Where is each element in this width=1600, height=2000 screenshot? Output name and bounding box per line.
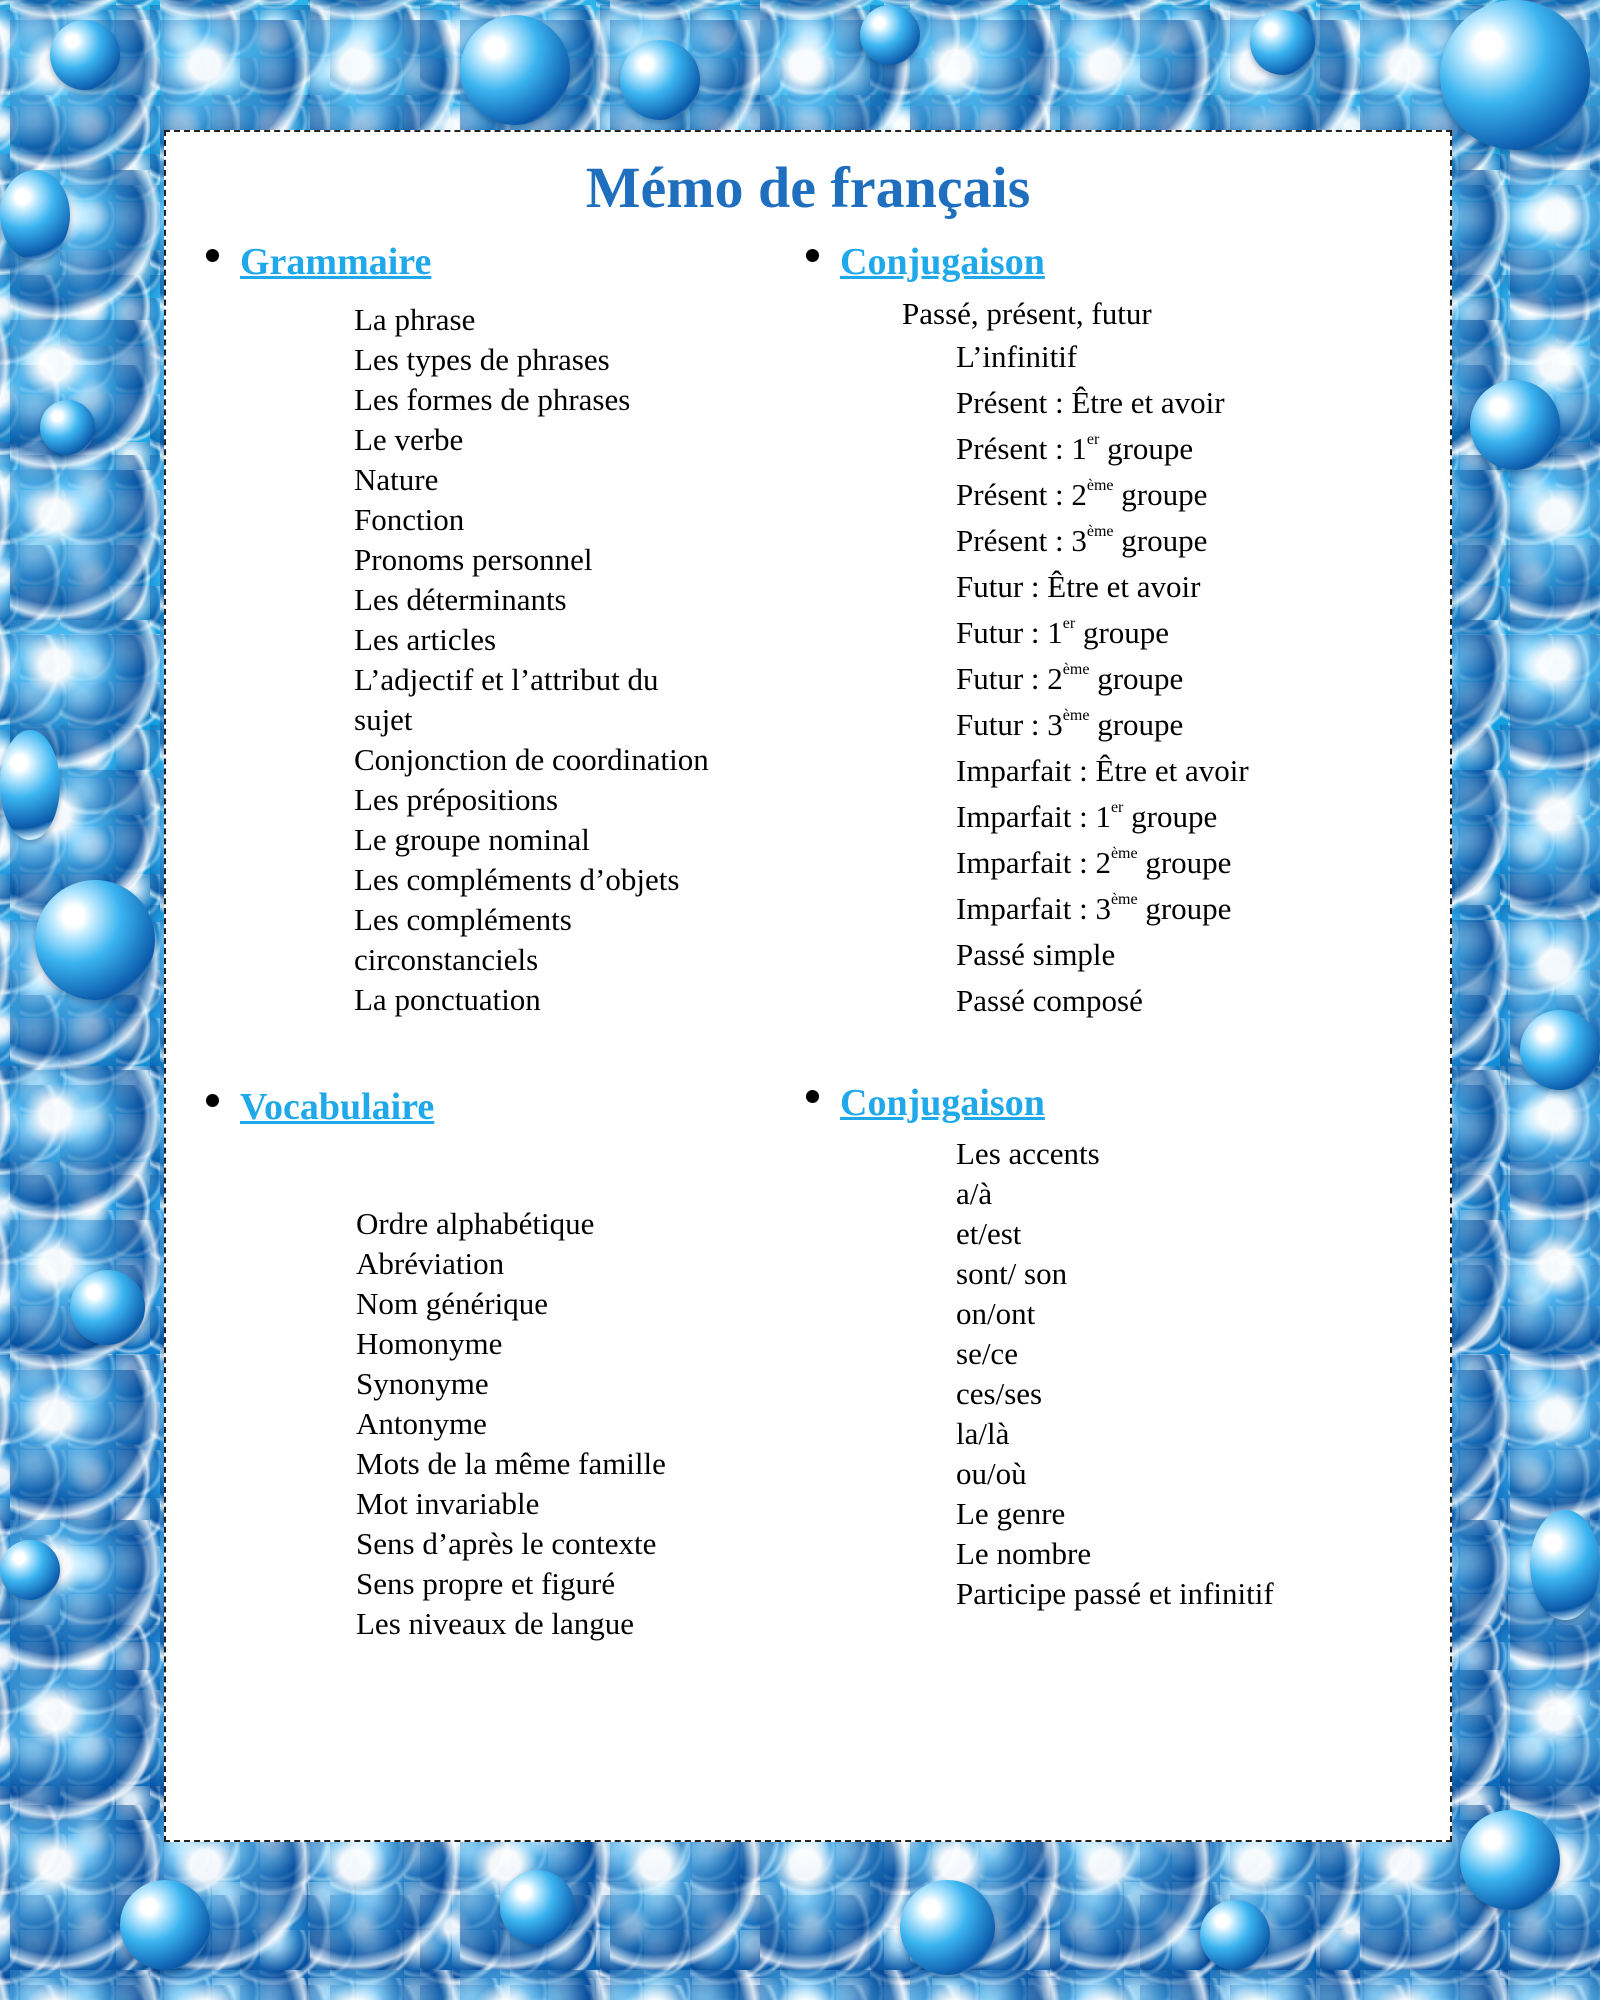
list-item: L’adjectif et l’attribut du sujet xyxy=(354,662,659,737)
list-item: Ordre alphabétique xyxy=(356,1206,595,1241)
list-item xyxy=(956,610,1416,656)
list-item: Imparfait : Être et avoir xyxy=(956,753,1249,788)
section-title-vocabulaire: Vocabulaire xyxy=(240,1086,435,1128)
grammaire-list xyxy=(354,300,774,1020)
bullet-icon xyxy=(206,249,219,262)
water-drop xyxy=(70,1270,145,1345)
list-item: ou/où xyxy=(956,1456,1027,1491)
item-text: groupe xyxy=(1113,477,1208,512)
list-item: Les compléments circonstanciels xyxy=(354,902,572,977)
water-drop xyxy=(50,20,120,90)
section-conjugaison xyxy=(806,237,1045,287)
water-drop xyxy=(35,880,155,1000)
list-item: Les niveaux de langue xyxy=(356,1606,635,1641)
list-item: Le genre xyxy=(956,1496,1066,1531)
water-drop xyxy=(1460,1810,1560,1910)
list-item xyxy=(956,518,1416,564)
list-item: Nom générique xyxy=(356,1286,548,1321)
item-text: groupe xyxy=(1075,615,1170,650)
list-item: la/là xyxy=(956,1416,1010,1451)
list-item: Les prépositions xyxy=(354,782,559,817)
water-drop xyxy=(120,1880,210,1970)
list-item: Présent : Être et avoir xyxy=(956,385,1225,420)
item-text: groupe xyxy=(1137,891,1232,926)
section-vocabulaire xyxy=(206,1082,434,1132)
list-item: Le nombre xyxy=(956,1536,1092,1571)
list-item xyxy=(956,472,1416,518)
item-text: Imparfait : 2 xyxy=(956,845,1111,880)
section-title-orthographe: Conjugaison xyxy=(840,1082,1045,1124)
list-item: Fonction xyxy=(354,502,465,537)
bullet-icon xyxy=(806,1090,819,1103)
list-item: Abréviation xyxy=(356,1246,505,1281)
list-item: Pronoms personnel xyxy=(354,542,593,577)
list-item: on/ont xyxy=(956,1296,1036,1331)
list-item: Nature xyxy=(354,462,439,497)
list-item xyxy=(956,794,1416,840)
ordinal-suffix: ème xyxy=(1062,661,1090,678)
list-item: Les formes de phrases xyxy=(354,382,631,417)
water-drop xyxy=(1440,0,1590,150)
list-item: Antonyme xyxy=(356,1406,487,1441)
water-drop xyxy=(460,15,570,125)
item-text: groupe xyxy=(1137,845,1232,880)
vocabulaire-list xyxy=(356,1204,776,1644)
water-drop xyxy=(500,1870,575,1945)
list-item xyxy=(956,702,1416,748)
item-text: groupe xyxy=(1099,431,1194,466)
water-drop xyxy=(1470,380,1560,470)
list-item xyxy=(956,426,1416,472)
list-item: sont/ son xyxy=(956,1256,1068,1291)
item-text: Imparfait : 3 xyxy=(956,891,1111,926)
item-text: Imparfait : 1 xyxy=(956,799,1111,834)
water-drop xyxy=(1250,10,1315,75)
item-text: Présent : 1 xyxy=(956,431,1087,466)
conjugaison-lead: Passé, présent, futur xyxy=(902,296,1152,331)
item-text: groupe xyxy=(1089,661,1184,696)
list-item: et/est xyxy=(956,1216,1022,1251)
list-item: Mots de la même famille xyxy=(356,1446,666,1481)
list-item: Les déterminants xyxy=(354,582,567,617)
water-drop xyxy=(900,1880,995,1975)
list-item: L’infinitif xyxy=(956,339,1078,374)
ordinal-suffix: er xyxy=(1086,431,1100,448)
water-drop xyxy=(0,170,70,260)
water-drop xyxy=(0,1540,60,1600)
list-item xyxy=(956,656,1416,702)
section-orthographe xyxy=(806,1078,1045,1128)
water-drop xyxy=(1520,1010,1600,1090)
list-item: se/ce xyxy=(956,1336,1018,1371)
water-drop xyxy=(1200,1900,1270,1970)
list-item: Participe passé et infinitif xyxy=(956,1576,1274,1611)
item-text: Futur : 2 xyxy=(956,661,1063,696)
item-text: groupe xyxy=(1113,523,1208,558)
ordinal-suffix: ème xyxy=(1062,707,1090,724)
list-item: Les compléments d’objets xyxy=(354,862,680,897)
item-text: Présent : 3 xyxy=(956,523,1087,558)
ordinal-suffix: er xyxy=(1110,799,1124,816)
list-item: La ponctuation xyxy=(354,982,541,1017)
list-item: Sens d’après le contexte xyxy=(356,1526,657,1561)
water-drop xyxy=(0,730,60,840)
memo-page xyxy=(164,130,1452,1842)
list-item: Sens propre et figuré xyxy=(356,1566,616,1601)
ordinal-suffix: er xyxy=(1062,615,1076,632)
section-grammaire xyxy=(206,237,431,287)
list-item: Mot invariable xyxy=(356,1486,540,1521)
list-item: Le groupe nominal xyxy=(354,822,590,857)
item-text: Futur : 3 xyxy=(956,707,1063,742)
page-title: Mémo de français xyxy=(585,155,1031,220)
ordinal-suffix: ème xyxy=(1110,891,1138,908)
conjugaison-list xyxy=(956,334,1416,1024)
list-item: Les articles xyxy=(354,622,497,657)
list-item: Passé composé xyxy=(956,983,1143,1018)
list-item: Conjonction de coordination xyxy=(354,742,709,777)
orthographe-list xyxy=(956,1134,1416,1614)
list-item: Passé simple xyxy=(956,937,1116,972)
list-item: Synonyme xyxy=(356,1366,489,1401)
water-drop xyxy=(620,40,700,120)
list-item: Le verbe xyxy=(354,422,464,457)
list-item: Homonyme xyxy=(356,1326,503,1361)
item-text: Présent : 2 xyxy=(956,477,1087,512)
section-title-conjugaison: Conjugaison xyxy=(840,241,1045,283)
item-text: groupe xyxy=(1123,799,1218,834)
item-text: Futur : 1 xyxy=(956,615,1063,650)
list-item: La phrase xyxy=(354,302,476,337)
section-heading-grammaire xyxy=(206,237,431,287)
bullet-icon xyxy=(206,1094,219,1107)
list-item: a/à xyxy=(956,1176,993,1211)
list-item: Futur : Être et avoir xyxy=(956,569,1201,604)
section-heading-orthographe xyxy=(806,1078,1045,1128)
list-item: ces/ses xyxy=(956,1376,1043,1411)
list-item xyxy=(956,840,1416,886)
water-drop xyxy=(860,5,920,65)
water-drop xyxy=(40,400,95,455)
list-item xyxy=(956,886,1416,932)
section-heading-conjugaison xyxy=(806,237,1045,287)
section-title-grammaire: Grammaire xyxy=(240,241,432,283)
ordinal-suffix: ème xyxy=(1110,845,1138,862)
list-item: Les accents xyxy=(956,1136,1100,1171)
bullet-icon xyxy=(806,249,819,262)
ordinal-suffix: ème xyxy=(1086,523,1114,540)
ordinal-suffix: ème xyxy=(1086,477,1114,494)
section-heading-vocabulaire xyxy=(206,1082,434,1132)
item-text: groupe xyxy=(1089,707,1184,742)
list-item: Les types de phrases xyxy=(354,342,610,377)
water-drop xyxy=(1530,1510,1600,1620)
